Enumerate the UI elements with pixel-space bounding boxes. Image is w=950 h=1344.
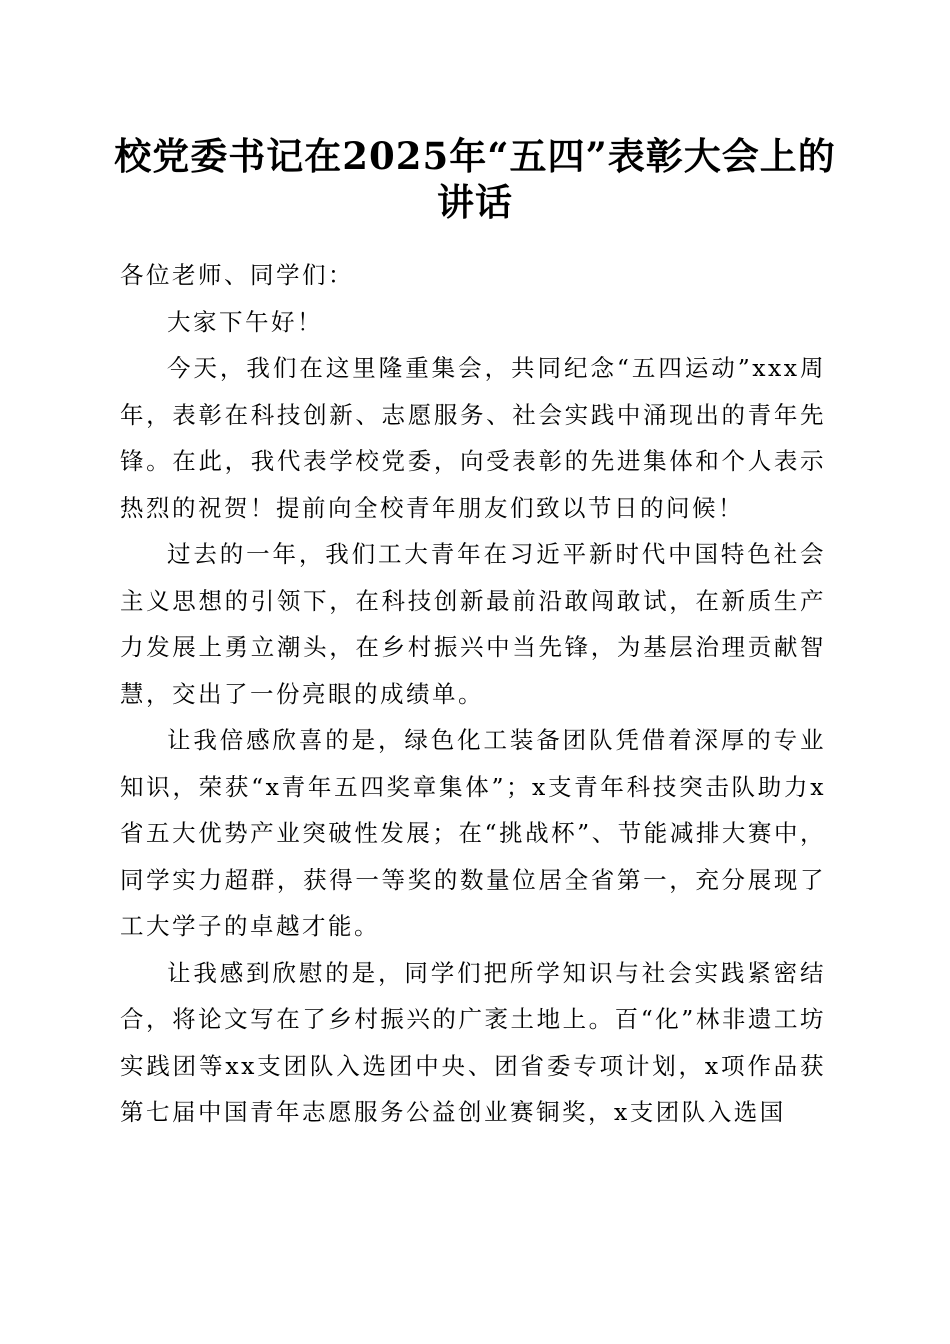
paragraph-greeting: 大家下午好！ (167, 307, 323, 336)
paragraph-2: 过去的一年，我们工大青年在习近平新时代中国特色社会主义思想的引领下，在科技创新最前沿敢闯敢试，在新质生产力发展上勇立潮头，在乡村振兴中当先锋，为基层治理贡献智慧，交出了一份亮眼的成绩单。 (120, 540, 826, 708)
paragraph-3: 让我倍感欣喜的是，绿色化工装备团队凭借着深厚的专业知识，荣获“x青年五四奖章集体”；x支青年科技突击队助力x省五大优势产业突破性发展；在“挑战杯”、节能减排大赛中，同学实力超群，获得一等奖的数量位居全省第一，充分展现了工大学子的卓越才能。 (120, 726, 826, 940)
document-body (120, 252, 826, 1136)
document-title (110, 133, 840, 225)
paragraph-1: 今天，我们在这里隆重集会，共同纪念“五四运动”xxx周年，表彰在科技创新、志愿服务、社会实践中涌现出的青年先锋。在此，我代表学校党委，向受表彰的先进集体和个人表示热烈的祝贺！提前向全校青年朋友们致以节日的问候！ (120, 354, 826, 522)
title-line-1: 校党委书记在2025年“五四”表彰大会上的 (114, 134, 836, 178)
salutation: 各位老师、同学们： (120, 261, 354, 289)
title-line-2: 讲话 (437, 180, 513, 224)
paragraph-4: 让我感到欣慰的是，同学们把所学知识与社会实践紧密结合，将论文写在了乡村振兴的广袤土地上。百“化”林非遗工坊实践团等xx支团队入选团中央、团省委专项计划，x项作品获第七届中国青年志愿服务公益创业赛铜奖，x支团队入选国 (120, 958, 826, 1126)
